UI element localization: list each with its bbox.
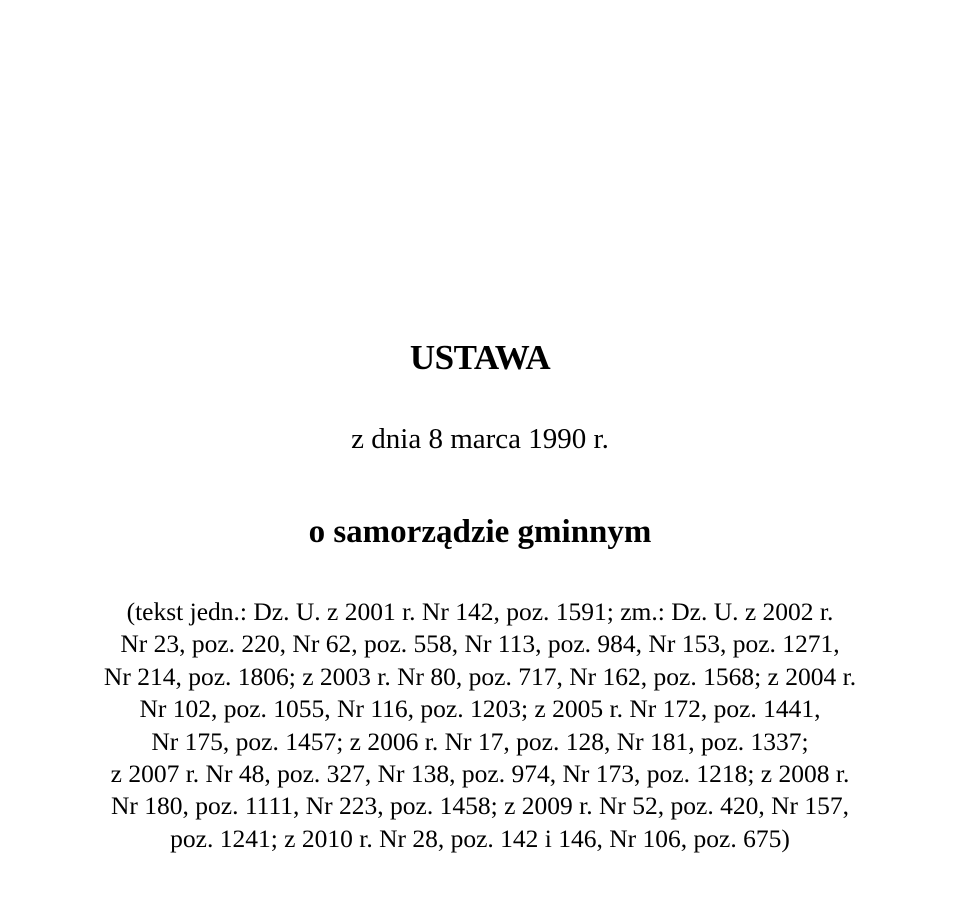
reference-line: (tekst jedn.: Dz. U. z 2001 r. Nr 142, poz. 1591; zm.: Dz. U. z 2002 r. xyxy=(126,597,834,626)
reference-line: Nr 175, poz. 1457; z 2006 r. Nr 17, poz. 128, Nr 181, poz. 1337; xyxy=(151,726,809,756)
reference-line: Nr 102, poz. 1055, Nr 116, poz. 1203; z 2005 r. Nr 172, poz. 1441, xyxy=(139,694,821,724)
document-date: z dnia 8 marca 1990 r. xyxy=(351,423,609,455)
reference-line: Nr 23, poz. 220, Nr 62, poz. 558, Nr 113, poz. 984, Nr 153, poz. 1271, xyxy=(120,629,840,659)
reference-line: z 2007 r. Nr 48, poz. 327, Nr 138, poz. 974, Nr 173, poz. 1218; z 2008 r. xyxy=(110,758,850,788)
reference-line: Nr 214, poz. 1806; z 2003 r. Nr 80, poz. 717, Nr 162, poz. 1568; z 2004 r. xyxy=(103,661,857,691)
reference-line: Nr 180, poz. 1111, Nr 223, poz. 1458; z 2009 r. Nr 52, poz. 420, Nr 157, xyxy=(111,791,849,821)
document-title: USTAWA xyxy=(409,338,551,377)
reference-line: poz. 1241; z 2010 r. Nr 28, poz. 142 i 146, Nr 106, poz. 675) xyxy=(170,823,790,853)
legal-references xyxy=(0,596,960,855)
document-subject: o samorządzie gminnym xyxy=(308,514,652,550)
